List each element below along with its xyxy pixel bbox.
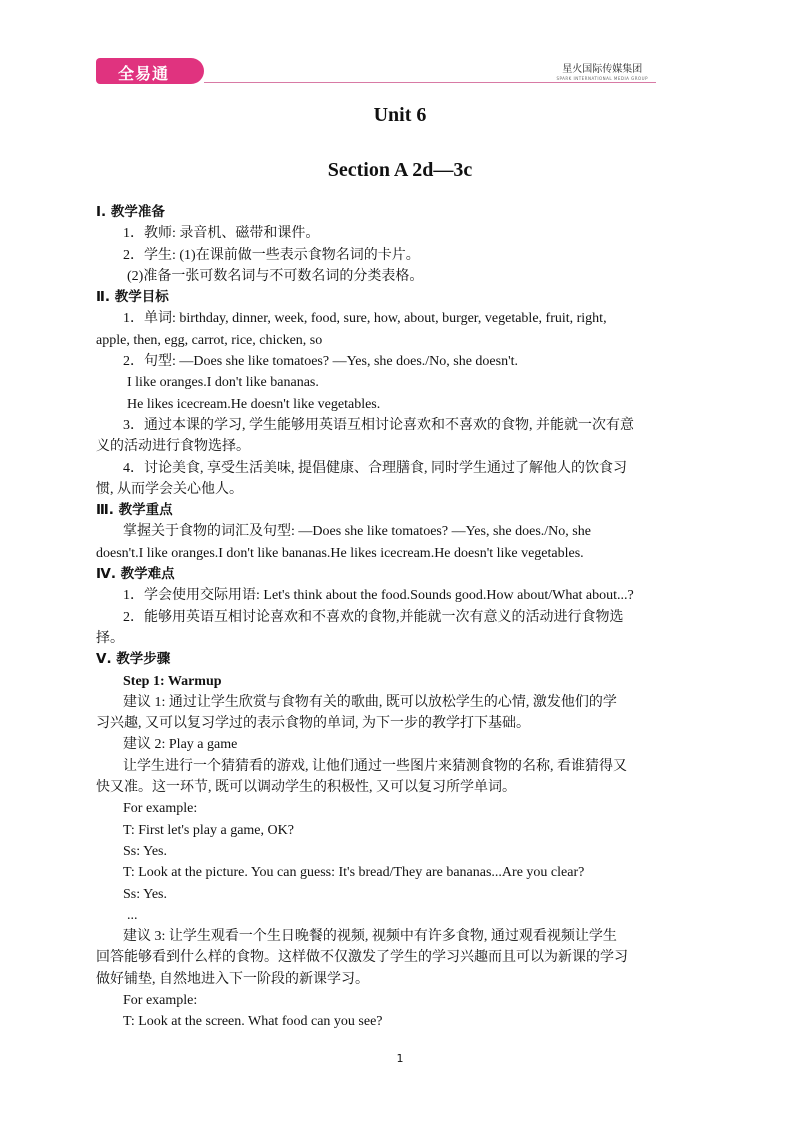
text-line: 2．句型: —Does she like tomatoes? —Yes, she does./No, she doesn't. (123, 354, 519, 370)
document-title: Unit 6 (373, 104, 427, 126)
text-line: Ss: Yes. (123, 886, 167, 902)
brand-block (556, 60, 648, 81)
text-line: 回答能够看到什么样的食物。这样做不仅激发了学生的学习兴趣而且可以为新课的学习 (96, 950, 628, 966)
text-line: T: Look at the picture. You can guess: It's bread/They are bananas...Are you clear? (123, 865, 585, 881)
text-line: 建议 3: 让学生观看一个生日晚餐的视频, 视频中有许多食物, 通过观看视频让学生 (123, 929, 617, 945)
text-line: 做好铺垫, 自然地进入下一阶段的新课学习。 (96, 971, 369, 987)
text-line: 3．通过本课的学习, 学生能够用英语互相讨论喜欢和不喜欢的食物, 并能就一次有意 (123, 417, 634, 433)
section-heading: Ⅱ. 教学目标 (96, 289, 169, 306)
text-line: T: First let's play a game, OK? (123, 822, 294, 838)
page-header (96, 56, 656, 88)
lesson-body (96, 202, 704, 1033)
text-line: For example: (123, 801, 198, 817)
text-line: 建议 2: Play a game (123, 737, 238, 753)
text-line: 快又准。这一环节, 既可以调动学生的积极性, 又可以复习所学单词。 (96, 780, 516, 796)
text-line: 2．学生: (1)在课前做一些表示食物名词的卡片。 (123, 247, 420, 263)
text-line: 让学生进行一个猜猜看的游戏, 让他们通过一些图片来猜测食物的名称, 看谁猜得又 (123, 758, 627, 774)
text-line: 义的活动进行食物选择。 (96, 439, 250, 455)
page-number: 1 (396, 1052, 404, 1065)
text-line: I like oranges.I don't like bananas. (127, 375, 319, 391)
publisher-logo (96, 58, 204, 84)
section-heading: Ⅰ. 教学准备 (96, 204, 165, 220)
text-line: Ss: Yes. (123, 843, 167, 859)
document-subtitle: Section A 2d—3c (327, 159, 473, 181)
section-heading: Ⅲ. 教学重点 (96, 502, 173, 519)
header-divider (204, 82, 656, 83)
logo-text: 全易通 (118, 64, 170, 83)
text-line: apple, then, egg, carrot, rice, chicken, so (96, 332, 323, 348)
brand-name-cn: 星火国际传媒集团 (562, 64, 643, 75)
text-line: ... (127, 907, 138, 923)
text-line: doesn't.I like oranges.I don't like bananas.He likes icecream.He doesn't like vegetables. (96, 545, 584, 561)
section-heading: Ⅳ. 教学难点 (96, 566, 175, 583)
text-line: 1．教师: 录音机、磁带和课件。 (123, 226, 320, 242)
text-line: 2．能够用英语互相讨论喜欢和不喜欢的食物,并能就一次有意义的活动进行食物选 (123, 609, 624, 625)
text-line: 习兴趣, 又可以复习学过的表示食物的单词, 为下一步的教学打下基础。 (96, 716, 530, 732)
section-heading: Ⅴ. 教学步骤 (96, 651, 171, 668)
text-line: For example: (123, 992, 198, 1008)
brand-name-en: SPARK INTERNATIONAL MEDIA GROUP (556, 76, 648, 81)
text-line: T: Look at the screen. What food can you see? (123, 1014, 383, 1030)
text-line: 择。 (96, 630, 124, 646)
text-line: 掌握关于食物的词汇及句型: —Does she like tomatoes? —Yes, she does./No, she (123, 524, 591, 540)
text-line: 1．单词: birthday, dinner, week, food, sure, how, about, burger, vegetable, fruit, right, (123, 311, 607, 327)
text-line: 建议 1: 通过让学生欣赏与食物有关的歌曲, 既可以放松学生的心情, 激发他们的学 (123, 694, 617, 710)
text-line: He likes icecream.He doesn't like vegetables. (127, 396, 381, 412)
text-line: 惯, 从而学会关心他人。 (96, 481, 243, 497)
text-line: Step 1: Warmup (123, 673, 222, 689)
text-line: 1．学会使用交际用语: Let's think about the food.Sounds good.How about/What about...? (123, 588, 634, 604)
text-line: 4．讨论美食, 享受生活美味, 提倡健康、合理膳食, 同时学生通过了解他人的饮食习 (123, 460, 627, 476)
text-line: (2)准备一张可数名词与不可数名词的分类表格。 (127, 268, 424, 284)
